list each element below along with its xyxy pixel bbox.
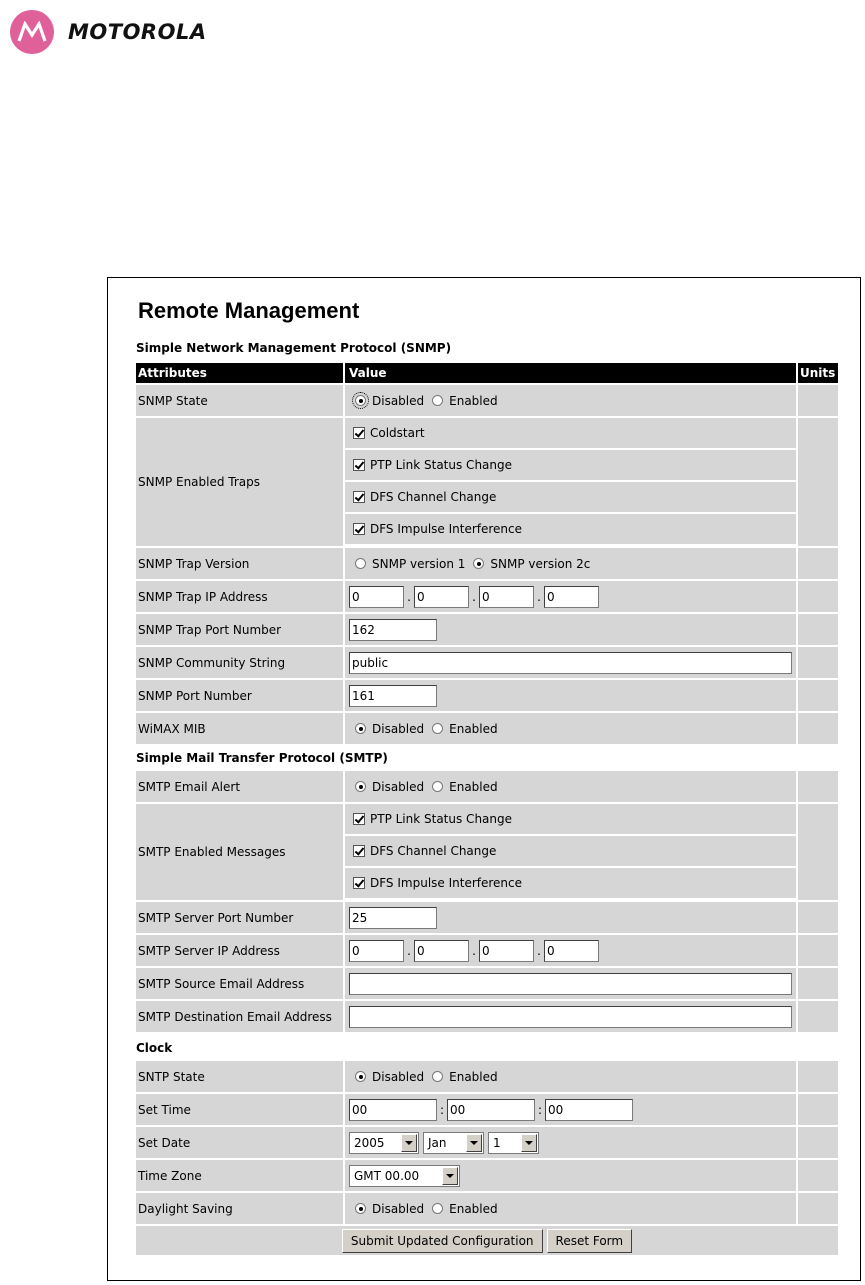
sntp-state-value [345, 1061, 796, 1092]
units-cell [798, 647, 838, 678]
ip-octet-input[interactable]: 0 [414, 940, 469, 962]
smtp-source-email-value [345, 968, 796, 999]
disabled-label: Disabled [372, 721, 425, 736]
units-cell [798, 1193, 838, 1224]
smtp-messages-label: SMTP Enabled Messages [136, 804, 343, 900]
smtp-dest-email-input[interactable] [349, 1006, 792, 1028]
smtp-alert-value [345, 771, 796, 802]
section-smtp: Simple Mail Transfer Protocol (SMTP) [136, 751, 388, 765]
units-cell [798, 1094, 838, 1125]
enabled-label: Enabled [449, 721, 498, 736]
brand-name: MOTOROLA [68, 20, 207, 44]
wimax-mib-value [345, 713, 796, 744]
trap-checkbox[interactable] [353, 491, 365, 503]
row-snmp-trap-ip [136, 581, 838, 612]
sntp-enabled-radio[interactable] [432, 1071, 443, 1082]
row-snmp-traps [136, 418, 838, 546]
set-date-label: Set Date [136, 1127, 343, 1158]
ip-octet-input[interactable]: 0 [479, 586, 534, 608]
header-value: Value [345, 363, 796, 383]
row-smtp-server-port [136, 902, 838, 933]
reset-form-button[interactable]: Reset Form [547, 1229, 633, 1253]
smtp-alert-enabled-radio[interactable] [432, 781, 443, 792]
month-select-value: Jan [428, 1135, 447, 1150]
row-smtp-server-ip [136, 935, 838, 966]
snmp-trap-ip-value: 0 . 0 . 0 . 0 [345, 581, 796, 612]
sntp-state-label: SNTP State [136, 1061, 343, 1092]
set-time-label: Set Time [136, 1094, 343, 1125]
units-cell [798, 581, 838, 612]
sntp-disabled-radio[interactable] [355, 1071, 366, 1082]
minutes-input[interactable]: 00 [447, 1099, 535, 1121]
row-sntp-state [136, 1061, 838, 1092]
day-select[interactable] [488, 1132, 539, 1154]
daylight-disabled-radio[interactable] [355, 1203, 366, 1214]
smtp-messages-list [345, 804, 796, 900]
ip-octet-input[interactable]: 0 [349, 586, 404, 608]
time-zone-value [345, 1160, 796, 1191]
units-cell [798, 548, 838, 579]
row-set-time [136, 1094, 838, 1125]
ip-octet-input[interactable]: 0 [414, 586, 469, 608]
disabled-label: Disabled [372, 1201, 425, 1216]
trap-checkbox[interactable] [353, 459, 365, 471]
smtp-alert-disabled-radio[interactable] [355, 781, 366, 792]
disabled-label: Disabled [372, 1069, 425, 1084]
units-cell [798, 680, 838, 711]
smtp-server-ip-value: 0 . 0 . 0 . 0 [345, 935, 796, 966]
enabled-label: Enabled [449, 393, 498, 408]
row-smtp-alert [136, 771, 838, 802]
row-time-zone [136, 1160, 838, 1191]
trap-item [345, 450, 796, 480]
message-label: PTP Link Status Change [370, 812, 513, 826]
snmp-v1-label: SNMP version 1 [372, 556, 466, 571]
snmp-state-label: SNMP State [136, 385, 343, 416]
snmp-port-label: SNMP Port Number [136, 680, 343, 711]
units-cell [798, 614, 838, 645]
units-cell [798, 804, 838, 900]
set-date-value [345, 1127, 796, 1158]
smtp-dest-email-value [345, 1001, 796, 1032]
form-actions [136, 1226, 838, 1255]
snmp-state-disabled-radio[interactable] [355, 395, 366, 406]
trap-item [345, 418, 796, 448]
row-snmp-community [136, 647, 838, 678]
row-smtp-messages [136, 804, 838, 900]
units-cell [798, 902, 838, 933]
units-cell [798, 968, 838, 999]
snmp-traps-label: SNMP Enabled Traps [136, 418, 343, 546]
submit-config-button[interactable]: Submit Updated Configuration [342, 1229, 543, 1253]
snmp-community-label: SNMP Community String [136, 647, 343, 678]
page-title: Remote Management [138, 298, 360, 323]
smtp-dest-email-label: SMTP Destination Email Address [136, 1001, 343, 1032]
units-cell [798, 1127, 838, 1158]
trap-checkbox[interactable] [353, 523, 365, 535]
snmp-trap-port-label: SNMP Trap Port Number [136, 614, 343, 645]
table-header [136, 363, 838, 383]
row-snmp-trap-version [136, 548, 838, 579]
smtp-server-port-value [345, 902, 796, 933]
snmp-state-value [345, 385, 796, 416]
message-label: DFS Impulse Interference [370, 876, 523, 890]
section-clock: Clock [136, 1041, 173, 1055]
units-cell [798, 385, 838, 416]
section-snmp: Simple Network Management Protocol (SNMP) [136, 341, 452, 355]
motorola-batwing-icon [10, 10, 54, 54]
snmp-v2c-label: SNMP version 2c [490, 556, 591, 571]
units-cell [798, 418, 838, 546]
message-label: DFS Channel Change [370, 844, 497, 858]
trap-label: Coldstart [370, 426, 425, 440]
row-wimax-mib [136, 713, 838, 744]
smtp-source-email-label: SMTP Source Email Address [136, 968, 343, 999]
units-cell [798, 1160, 838, 1191]
year-select-value: 2005 [354, 1135, 385, 1150]
units-cell [798, 1001, 838, 1032]
snmp-community-value [345, 647, 796, 678]
ip-octet-input[interactable]: 0 [479, 940, 534, 962]
wimax-mib-label: WiMAX MIB [136, 713, 343, 744]
row-snmp-port [136, 680, 838, 711]
ip-octet-input[interactable]: 0 [349, 940, 404, 962]
trap-checkbox[interactable] [353, 427, 365, 439]
trap-item [345, 514, 796, 544]
snmp-community-input[interactable]: public [349, 652, 792, 674]
units-cell [798, 771, 838, 802]
day-select-value: 1 [493, 1135, 501, 1150]
snmp-state-enabled-radio[interactable] [432, 395, 443, 406]
wimax-enabled-radio[interactable] [432, 723, 443, 734]
smtp-server-port-label: SMTP Server Port Number [136, 902, 343, 933]
message-checkbox[interactable] [353, 813, 365, 825]
seconds-input[interactable]: 00 [545, 1099, 633, 1121]
snmp-trap-version-label: SNMP Trap Version [136, 548, 343, 579]
message-checkbox[interactable] [353, 877, 365, 889]
snmp-traps-list [345, 418, 796, 546]
smtp-server-ip-label: SMTP Server IP Address [136, 935, 343, 966]
ip-octet-input[interactable]: 0 [544, 940, 599, 962]
snmp-v2c-radio[interactable] [473, 558, 484, 569]
daylight-enabled-radio[interactable] [432, 1203, 443, 1214]
snmp-port-value [345, 680, 796, 711]
smtp-alert-label: SMTP Email Alert [136, 771, 343, 802]
units-cell [798, 1061, 838, 1092]
units-cell [798, 935, 838, 966]
snmp-port-input[interactable]: 161 [349, 685, 437, 707]
trap-label: PTP Link Status Change [370, 458, 513, 472]
header-units: Units [798, 363, 838, 383]
trap-label: DFS Impulse Interference [370, 522, 523, 536]
time-zone-label: Time Zone [136, 1160, 343, 1191]
message-item [345, 868, 796, 898]
snmp-trap-ip-label: SNMP Trap IP Address [136, 581, 343, 612]
enabled-label: Enabled [449, 779, 498, 794]
set-time-value: 00 : 00 : 00 [345, 1094, 796, 1125]
message-item [345, 804, 796, 834]
row-smtp-source-email [136, 968, 838, 999]
wimax-disabled-radio[interactable] [355, 723, 366, 734]
enabled-label: Enabled [449, 1069, 498, 1084]
snmp-trap-version-value [345, 548, 796, 579]
smtp-source-email-input[interactable] [349, 973, 792, 995]
trap-item [345, 482, 796, 512]
row-set-date [136, 1127, 838, 1158]
enabled-label: Enabled [449, 1201, 498, 1216]
hours-input[interactable]: 00 [349, 1099, 437, 1121]
chevron-down-icon [466, 1134, 482, 1152]
daylight-saving-label: Daylight Saving [136, 1193, 343, 1224]
chevron-down-icon [442, 1167, 458, 1185]
month-select[interactable] [423, 1132, 484, 1154]
chevron-down-icon [521, 1134, 537, 1152]
message-checkbox[interactable] [353, 845, 365, 857]
header-attributes: Attributes [136, 363, 343, 383]
time-zone-select[interactable] [349, 1165, 460, 1187]
row-snmp-state [136, 385, 838, 416]
motorola-logo [10, 10, 207, 54]
disabled-label: Disabled [372, 393, 425, 408]
message-item [345, 836, 796, 866]
row-snmp-trap-port [136, 614, 838, 645]
trap-label: DFS Channel Change [370, 490, 497, 504]
year-select[interactable] [349, 1132, 419, 1154]
snmp-trap-port-input[interactable]: 162 [349, 619, 437, 641]
snmp-trap-port-value [345, 614, 796, 645]
time-zone-select-value: GMT 00.00 [354, 1168, 420, 1183]
units-cell [798, 713, 838, 744]
disabled-label: Disabled [372, 779, 425, 794]
config-frame [107, 277, 861, 1281]
ip-octet-input[interactable]: 0 [544, 586, 599, 608]
snmp-v1-radio[interactable] [355, 558, 366, 569]
smtp-server-port-input[interactable]: 25 [349, 907, 437, 929]
chevron-down-icon [401, 1134, 417, 1152]
daylight-saving-value [345, 1193, 796, 1224]
row-smtp-dest-email [136, 1001, 838, 1032]
row-daylight-saving [136, 1193, 838, 1224]
